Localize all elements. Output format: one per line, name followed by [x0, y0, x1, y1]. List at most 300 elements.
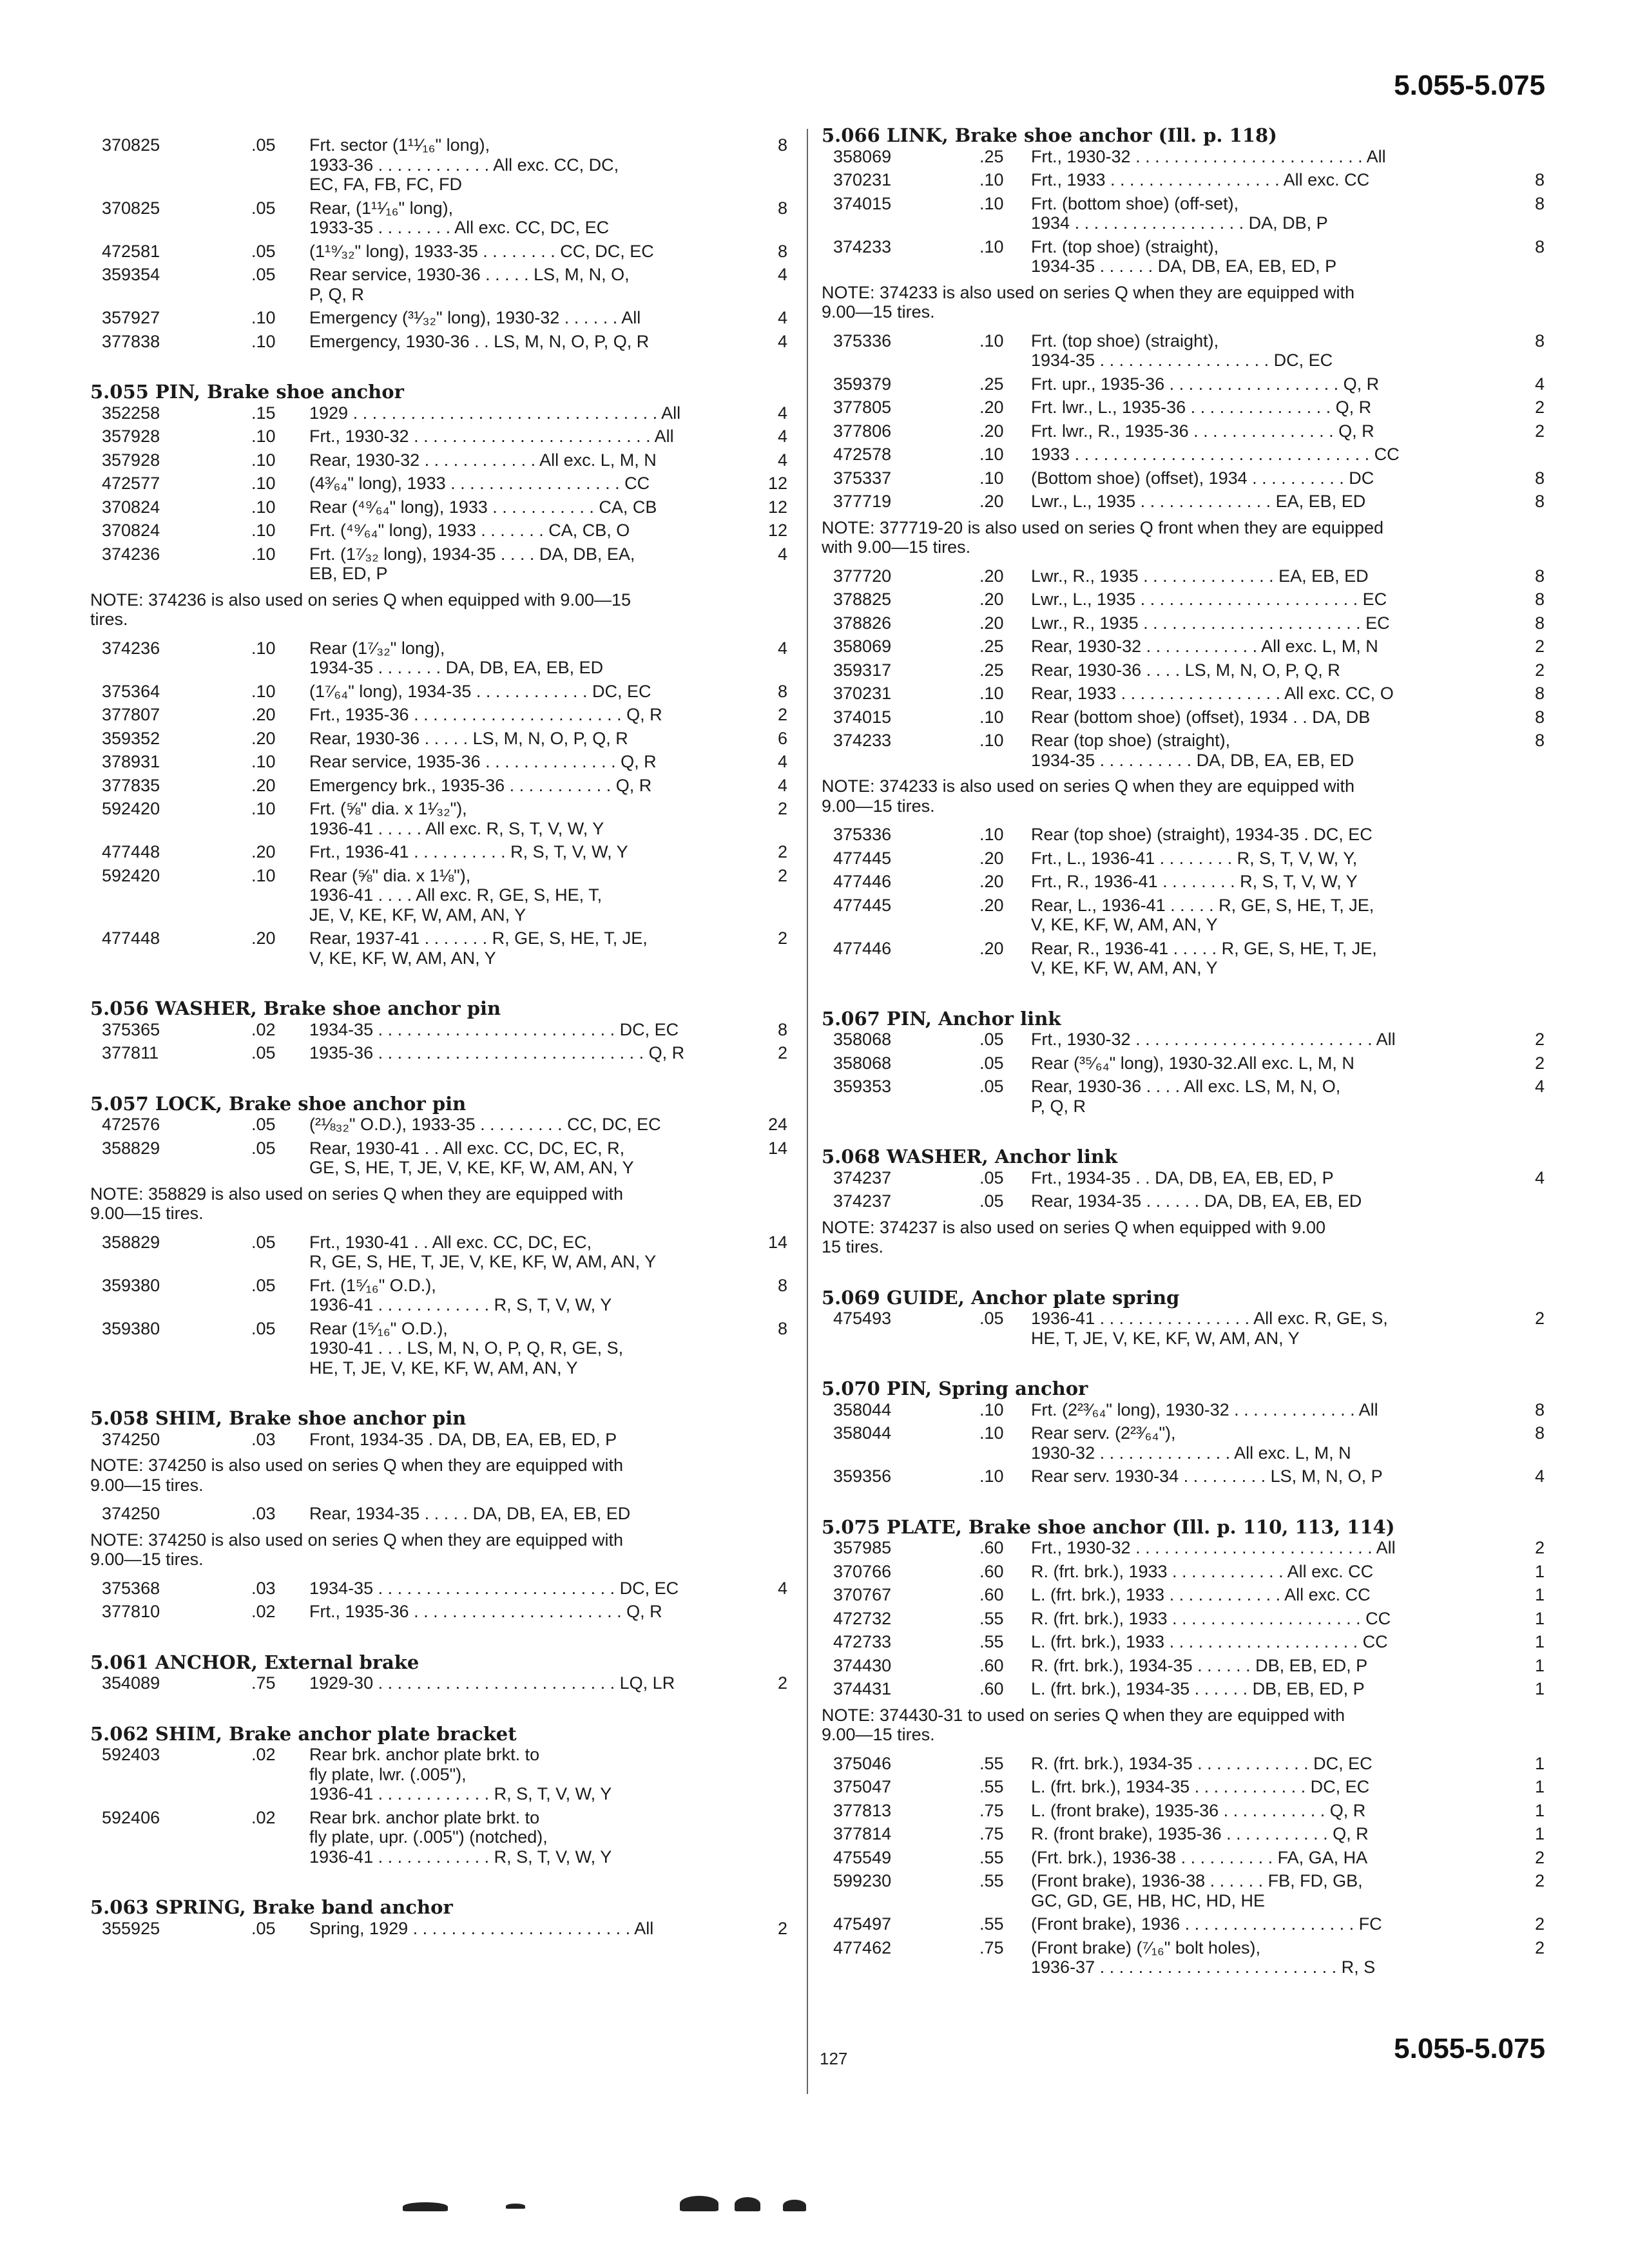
- part-price: .10: [251, 450, 276, 470]
- parts-row: [822, 421, 1550, 441]
- part-number: 377811: [102, 1043, 159, 1062]
- part-number: 358044: [833, 1423, 892, 1443]
- part-number: 358829: [102, 1138, 160, 1158]
- part-description: Rear (bottom shoe) (offset), 1934 . . DA, DB: [1031, 707, 1371, 727]
- section-title: 5.058 SHIM, Brake shoe anchor pin: [90, 1407, 467, 1429]
- parts-row: [90, 1430, 793, 1450]
- part-quantity: 4: [777, 1578, 787, 1598]
- part-quantity: 4: [777, 544, 787, 564]
- part-price: .05: [251, 1275, 276, 1295]
- part-number: 375047: [833, 1777, 892, 1796]
- parts-row: [822, 1938, 1550, 1977]
- part-price: .05: [251, 135, 276, 155]
- part-description: L. (frt. brk.), 1933 . . . . . . . . . . . . . . . . . . . . CC: [1031, 1632, 1388, 1651]
- part-number: 377719: [833, 492, 892, 511]
- catalog-note: NOTE: 374236 is also used on series Q when equipped with 9.00—15 tires.: [90, 590, 631, 629]
- catalog-section: [90, 999, 793, 1063]
- parts-row: [822, 1914, 1550, 1934]
- catalog-section: [90, 1724, 793, 1867]
- part-description: Rear service, 1930-36 . . . . . LS, M, N, O, P, Q, R: [309, 265, 630, 304]
- part-number: 477445: [833, 848, 892, 868]
- parts-row: [90, 1139, 793, 1178]
- part-quantity: 8: [1534, 468, 1545, 488]
- catalog-note: NOTE: 374250 is also used on series Q when they are equipped with 9.00—15 tires.: [90, 1530, 623, 1569]
- parts-row: [822, 566, 1550, 586]
- part-number: 475493: [833, 1309, 892, 1328]
- part-number: 358068: [833, 1030, 892, 1049]
- part-description: Rear, 1934-35 . . . . . DA, DB, EA, EB, ED: [309, 1504, 631, 1523]
- part-number: 377813: [833, 1800, 892, 1820]
- part-number: 378826: [833, 613, 892, 633]
- part-quantity: 2: [1534, 637, 1545, 656]
- catalog-note: NOTE: 374233 is also used on series Q when they are equipped with 9.00—15 tires.: [822, 776, 1354, 816]
- parts-row: [90, 450, 793, 470]
- parts-row: [822, 731, 1550, 770]
- part-quantity: 4: [777, 331, 787, 351]
- catalog-section: [90, 1653, 793, 1693]
- part-price: .20: [251, 928, 276, 948]
- part-number: 592403: [102, 1745, 160, 1764]
- part-description: Rear brk. anchor plate brkt. to fly plate, lwr. (.005"), 1936-41 . . . . . . . . . . . . R, S, T, V, W, Y: [309, 1745, 612, 1803]
- catalog-section: [822, 1288, 1550, 1349]
- part-description: Rear (³⁵⁄₆₄" long), 1930-32.All exc. L, M, N: [1031, 1053, 1354, 1073]
- section-title: 5.068 WASHER, Anchor link: [822, 1146, 1118, 1168]
- part-price: .20: [979, 421, 1004, 441]
- part-price: .10: [979, 825, 1004, 844]
- part-quantity: 2: [1534, 421, 1545, 441]
- parts-row: [822, 939, 1550, 978]
- catalog-section: [90, 135, 793, 351]
- parts-row: [822, 707, 1550, 727]
- part-description: Frt., 1930-32 . . . . . . . . . . . . . . . . . . . . . . . . . All: [309, 427, 674, 446]
- part-number: 357928: [102, 427, 160, 446]
- parts-row: [822, 1030, 1550, 1050]
- parts-row: [822, 1053, 1550, 1073]
- part-quantity: [1498, 147, 1550, 167]
- part-quantity: 4: [777, 403, 787, 423]
- parts-row: [90, 928, 793, 968]
- part-price: .05: [251, 1918, 276, 1938]
- parts-row: [90, 544, 793, 584]
- part-description: (Front brake), 1936 . . . . . . . . . . . . . . . . . . FC: [1031, 1914, 1382, 1934]
- part-description: L. (front brake), 1935-36 . . . . . . . . . . . Q, R: [1031, 1800, 1366, 1820]
- part-number: 378825: [833, 590, 892, 609]
- parts-row: [822, 1538, 1550, 1558]
- part-quantity: 8: [777, 198, 787, 218]
- part-number: 359380: [102, 1275, 160, 1295]
- part-description: Rear, 1930-36 . . . . . LS, M, N, O, P, Q, R: [309, 728, 628, 748]
- part-number: 357927: [102, 308, 160, 327]
- part-description: Frt., 1930-32 . . . . . . . . . . . . . . . . . . . . . . . . . All: [1031, 1030, 1396, 1049]
- parts-row: [822, 849, 1550, 869]
- part-quantity: [1498, 849, 1550, 869]
- section-title: 5.057 LOCK, Brake shoe anchor pin: [90, 1092, 467, 1115]
- part-number: 374015: [833, 193, 892, 213]
- part-quantity: 24: [767, 1115, 787, 1134]
- part-price: .10: [251, 544, 276, 564]
- part-quantity: 4: [1534, 374, 1545, 394]
- part-description: Lwr., R., 1935 . . . . . . . . . . . . . . . . . . . . . . . EC: [1031, 613, 1390, 633]
- part-quantity: 8: [1534, 684, 1545, 703]
- part-description: Frt., 1930-41 . . All exc. CC, DC, EC, R, GE, S, HE, T, JE, V, KE, KF, W, AM, AN, Y: [309, 1232, 657, 1271]
- part-price: .10: [979, 193, 1004, 213]
- part-price: .10: [979, 170, 1004, 189]
- part-number: 472578: [833, 445, 892, 464]
- part-quantity: 1: [1534, 1655, 1545, 1675]
- part-quantity: [1498, 939, 1550, 978]
- part-price: .60: [979, 1538, 1004, 1557]
- part-number: 377805: [833, 398, 892, 417]
- part-quantity: 8: [1534, 566, 1545, 586]
- part-quantity: [1498, 872, 1550, 892]
- part-quantity: 12: [767, 497, 787, 517]
- part-number: 358829: [102, 1232, 160, 1252]
- parts-row: [822, 1632, 1550, 1652]
- part-number: 357985: [833, 1538, 892, 1557]
- part-number: 359352: [102, 728, 160, 748]
- catalog-note: NOTE: 358829 is also used on series Q when they are equipped with 9.00—15 tires.: [90, 1184, 623, 1223]
- part-description: Rear serv. 1930-34 . . . . . . . . . LS, M, N, O, P: [1031, 1466, 1383, 1486]
- parts-row: [90, 427, 793, 447]
- part-number: 357928: [102, 450, 160, 470]
- part-number: 378931: [102, 752, 160, 771]
- part-quantity: 1: [1534, 1632, 1545, 1651]
- scan-mark: [783, 2200, 806, 2211]
- parts-row: [822, 194, 1550, 233]
- parts-row: [822, 1848, 1550, 1868]
- part-price: .03: [251, 1578, 276, 1598]
- part-description: Frt. (1⁵⁄₁₆" O.D.), 1936-41 . . . . . . . . . . . . R, S, T, V, W, Y: [309, 1275, 612, 1314]
- parts-row: [90, 1919, 793, 1939]
- part-price: .10: [251, 521, 276, 540]
- part-number: 370231: [833, 170, 892, 189]
- part-quantity: 2: [1534, 1871, 1545, 1890]
- part-description: (Bottom shoe) (offset), 1934 . . . . . . . . . . DC: [1031, 468, 1374, 488]
- parts-row: [90, 1020, 793, 1040]
- part-number: 370825: [102, 135, 160, 155]
- parts-row: [822, 147, 1550, 167]
- part-quantity: 2: [777, 1918, 787, 1938]
- part-price: .10: [251, 681, 276, 701]
- part-quantity: 14: [767, 1232, 787, 1252]
- part-quantity: [747, 1504, 793, 1524]
- part-quantity: 8: [1534, 590, 1545, 609]
- part-quantity: 2: [777, 842, 787, 861]
- part-quantity: 2: [1534, 1030, 1545, 1049]
- part-number: 472733: [833, 1632, 892, 1651]
- part-price: .75: [979, 1937, 1004, 1957]
- part-price: .10: [251, 638, 276, 658]
- part-price: .10: [979, 468, 1004, 488]
- part-number: 370766: [833, 1561, 892, 1581]
- part-quantity: 2: [1534, 1847, 1545, 1867]
- parts-row: [90, 639, 793, 678]
- parts-row: [822, 237, 1550, 276]
- part-quantity: 1: [1534, 1824, 1545, 1843]
- part-quantity: 8: [777, 241, 787, 261]
- part-number: 375337: [833, 468, 892, 488]
- part-quantity: 1: [1534, 1608, 1545, 1628]
- parts-row: [822, 896, 1550, 935]
- part-number: 375368: [102, 1578, 160, 1598]
- section-title: 5.056 WASHER, Brake shoe anchor pin: [90, 997, 501, 1019]
- part-quantity: 4: [777, 308, 787, 327]
- part-quantity: 8: [1534, 331, 1545, 351]
- part-number: 475497: [833, 1914, 892, 1934]
- catalog-note: NOTE: 377719-20 is also used on series Q front when they are equipped with 9.00—15 tires.: [822, 517, 1384, 557]
- part-description: Frt., 1935-36 . . . . . . . . . . . . . . . . . . . . . . Q, R: [309, 1602, 662, 1621]
- part-description: (1⁷⁄₆₄" long), 1934-35 . . . . . . . . . . . . DC, EC: [309, 681, 651, 701]
- part-quantity: 12: [767, 474, 787, 493]
- parts-row: [90, 242, 793, 262]
- part-number: 358044: [833, 1399, 892, 1419]
- part-price: .60: [979, 1561, 1004, 1581]
- part-description: Rear serv. (2²³⁄₆₄"), 1930-32 . . . . . . . . . . . . . . All exc. L, M, N: [1031, 1423, 1351, 1463]
- part-number: 374250: [102, 1429, 160, 1449]
- parts-row: [90, 135, 793, 195]
- catalog-note: NOTE: 374233 is also used on series Q when they are equipped with 9.00—15 tires.: [822, 282, 1354, 322]
- part-description: Emergency (³¹⁄₃₂" long), 1930-32 . . . . . . All: [309, 308, 641, 327]
- part-description: R. (frt. brk.), 1934-35 . . . . . . DB, EB, ED, P: [1031, 1655, 1368, 1675]
- catalog-section: [90, 382, 793, 968]
- parts-row: [822, 1191, 1550, 1211]
- part-quantity: 8: [1534, 731, 1545, 750]
- part-description: Rear, (1¹¹⁄₁₆" long), 1933-35 . . . . . . . . All exc. CC, DC, EC: [309, 198, 610, 237]
- part-number: 359354: [102, 265, 160, 284]
- part-quantity: 4: [1534, 1077, 1545, 1096]
- part-quantity: [1498, 445, 1550, 465]
- part-description: 1934-35 . . . . . . . . . . . . . . . . . . . . . . . . . DC, EC: [309, 1019, 679, 1039]
- part-description: L. (frt. brk.), 1934-35 . . . . . . . . . . . . DC, EC: [1031, 1777, 1370, 1796]
- part-description: 1929 . . . . . . . . . . . . . . . . . . . . . . . . . . . . . . . . All: [309, 403, 681, 423]
- parts-row: [90, 1319, 793, 1378]
- part-price: .02: [251, 1602, 276, 1621]
- part-price: .25: [979, 374, 1004, 394]
- part-price: .05: [251, 1318, 276, 1338]
- part-quantity: 2: [777, 705, 787, 724]
- part-quantity: 8: [1534, 236, 1545, 256]
- section-title: 5.067 PIN, Anchor link: [822, 1007, 1061, 1030]
- part-price: .20: [979, 492, 1004, 511]
- part-price: .05: [979, 1053, 1004, 1073]
- part-description: Front, 1934-35 . DA, DB, EA, EB, ED, P: [309, 1429, 617, 1449]
- parts-row: [90, 682, 793, 702]
- section-title: 5.055 PIN, Brake shoe anchor: [90, 381, 404, 403]
- parts-row: [822, 1585, 1550, 1605]
- part-quantity: 1: [1534, 1679, 1545, 1698]
- part-number: 358069: [833, 146, 892, 166]
- part-price: .75: [979, 1824, 1004, 1843]
- parts-row: [90, 752, 793, 772]
- scan-mark: [735, 2197, 760, 2211]
- part-quantity: 2: [1534, 1538, 1545, 1557]
- part-number: 477445: [833, 895, 892, 915]
- parts-row: [822, 1466, 1550, 1486]
- part-quantity: [747, 1808, 793, 1867]
- part-price: .75: [979, 1800, 1004, 1820]
- part-price: .20: [979, 566, 1004, 586]
- parts-row: [822, 492, 1550, 512]
- part-quantity: [1498, 896, 1550, 935]
- part-description: Rear (1⁷⁄₃₂" long), 1934-35 . . . . . . . DA, DB, EA, EB, ED: [309, 638, 604, 677]
- part-price: .03: [251, 1504, 276, 1523]
- part-number: 354089: [102, 1673, 160, 1693]
- part-description: Rear, 1934-35 . . . . . . DA, DB, EA, EB, ED: [1031, 1191, 1362, 1211]
- part-number: 475549: [833, 1847, 892, 1867]
- part-quantity: 2: [777, 799, 787, 818]
- parts-row: [90, 198, 793, 238]
- parts-row: [90, 1579, 793, 1599]
- part-quantity: 8: [777, 681, 787, 701]
- parts-row: [90, 842, 793, 862]
- part-price: .10: [251, 427, 276, 446]
- part-quantity: 8: [1534, 1399, 1545, 1419]
- part-quantity: 8: [777, 1318, 787, 1338]
- part-price: .20: [251, 728, 276, 748]
- part-description: 1929-30 . . . . . . . . . . . . . . . . . . . . . . . . . LQ, LR: [309, 1673, 675, 1693]
- part-number: 377814: [833, 1824, 892, 1843]
- parts-row: [822, 374, 1550, 394]
- part-quantity: 2: [777, 928, 787, 948]
- part-number: 375365: [102, 1019, 160, 1039]
- parts-row: [90, 1233, 793, 1272]
- part-quantity: 6: [777, 728, 787, 748]
- part-description: Rear, 1930-36 . . . . All exc. LS, M, N, O, P, Q, R: [1031, 1077, 1341, 1116]
- parts-row: [822, 660, 1550, 680]
- part-number: 477462: [833, 1937, 892, 1957]
- part-number: 374431: [833, 1679, 892, 1698]
- part-number: 472732: [833, 1608, 892, 1628]
- part-description: Frt. (top shoe) (straight), 1934-35 . . . . . . DA, DB, EA, EB, ED, P: [1031, 236, 1337, 276]
- catalog-section: [822, 1379, 1550, 1486]
- part-price: .10: [251, 865, 276, 885]
- part-quantity: 8: [777, 135, 787, 155]
- section-title: 5.061 ANCHOR, External brake: [90, 1651, 419, 1673]
- part-description: Rear, 1937-41 . . . . . . . R, GE, S, HE, T, JE, V, KE, KF, W, AM, AN, Y: [309, 928, 648, 968]
- part-description: Rear (top shoe) (straight), 1934-35 . DC, EC: [1031, 825, 1373, 844]
- part-number: 472576: [102, 1115, 160, 1134]
- parts-row: [822, 1679, 1550, 1699]
- part-description: R. (frt. brk.), 1934-35 . . . . . . . . . . . . DC, EC: [1031, 1753, 1373, 1773]
- part-number: 592420: [102, 865, 160, 885]
- part-quantity: 1: [1534, 1777, 1545, 1796]
- part-description: Frt. upr., 1935-36 . . . . . . . . . . . . . . . . . . Q, R: [1031, 374, 1380, 394]
- part-price: .55: [979, 1608, 1004, 1628]
- catalog-section: [90, 1094, 793, 1378]
- part-quantity: 8: [1534, 170, 1545, 189]
- part-number: 477448: [102, 842, 160, 861]
- part-number: 592420: [102, 799, 160, 818]
- part-quantity: 4: [1534, 1466, 1545, 1486]
- part-price: .55: [979, 1632, 1004, 1651]
- part-quantity: 1: [1534, 1800, 1545, 1820]
- part-quantity: [747, 1430, 793, 1450]
- part-price: .10: [251, 799, 276, 818]
- parts-row: [90, 1602, 793, 1622]
- part-price: .20: [979, 613, 1004, 633]
- catalog-note: NOTE: 374237 is also used on series Q when equipped with 9.00 15 tires.: [822, 1217, 1325, 1256]
- part-number: 374430: [833, 1655, 892, 1675]
- part-description: Frt. sector (1¹¹⁄₁₆" long), 1933-36 . . . . . . . . . . . . All exc. CC, DC, EC, FA, FB, FC, FD: [309, 135, 619, 194]
- page-range-footer: 5.055-5.075: [1394, 2033, 1545, 2064]
- part-price: .05: [251, 241, 276, 261]
- part-number: 375046: [833, 1753, 892, 1773]
- right-column: [822, 126, 1550, 2008]
- part-quantity: 4: [1534, 1168, 1545, 1187]
- parts-row: [90, 705, 793, 725]
- part-number: 374236: [102, 638, 160, 658]
- part-description: 1935-36 . . . . . . . . . . . . . . . . . . . . . . . . . . . . Q, R: [309, 1043, 685, 1062]
- part-description: Rear (top shoe) (straight), 1934-35 . . . . . . . . . . DA, DB, EA, EB, ED: [1031, 731, 1354, 770]
- part-number: 375336: [833, 825, 892, 844]
- part-description: Frt., 1930-32 . . . . . . . . . . . . . . . . . . . . . . . . . All: [1031, 1538, 1396, 1557]
- part-price: .20: [979, 895, 1004, 915]
- part-price: .20: [251, 842, 276, 861]
- part-quantity: 8: [777, 1275, 787, 1295]
- part-number: 374250: [102, 1504, 160, 1523]
- part-number: 377835: [102, 775, 160, 795]
- parts-row: [90, 866, 793, 925]
- parts-row: [90, 521, 793, 541]
- part-number: 592406: [102, 1807, 160, 1827]
- part-price: .25: [979, 146, 1004, 166]
- parts-row: [90, 265, 793, 304]
- part-price: .10: [979, 331, 1004, 351]
- part-number: 370824: [102, 497, 160, 517]
- catalog-section: [822, 126, 1550, 978]
- part-quantity: 8: [1534, 613, 1545, 633]
- part-price: .10: [979, 1466, 1004, 1486]
- section-title: 5.075 PLATE, Brake shoe anchor (Ill. p. 110, 113, 114): [822, 1515, 1395, 1538]
- catalog-note: NOTE: 374250 is also used on series Q when they are equipped with 9.00—15 tires.: [90, 1456, 623, 1495]
- parts-row: [90, 799, 793, 838]
- part-description: Rear, R., 1936-41 . . . . . R, GE, S, HE, T, JE, V, KE, KF, W, AM, AN, Y: [1031, 938, 1377, 977]
- parts-row: [822, 1400, 1550, 1420]
- catalog-section: [822, 1009, 1550, 1117]
- section-title: 5.062 SHIM, Brake anchor plate bracket: [90, 1722, 517, 1745]
- part-description: (Front brake), 1936-38 . . . . . . FB, FD, GB, GC, GD, GE, HB, HC, HD, HE: [1031, 1871, 1363, 1910]
- parts-row: [822, 445, 1550, 465]
- section-title: 5.070 PIN, Spring anchor: [822, 1378, 1088, 1399]
- part-price: .10: [251, 331, 276, 351]
- parts-row: [90, 403, 793, 423]
- part-price: .10: [251, 474, 276, 493]
- parts-row: [822, 590, 1550, 610]
- parts-row: [822, 1423, 1550, 1463]
- part-description: Rear, 1930-36 . . . . LS, M, N, O, P, Q, R: [1031, 660, 1340, 680]
- part-price: .05: [251, 265, 276, 284]
- part-price: .02: [251, 1807, 276, 1827]
- part-number: 377806: [833, 421, 892, 441]
- part-price: .25: [979, 637, 1004, 656]
- part-description: Rear, 1930-41 . . All exc. CC, DC, EC, R, GE, S, HE, T, JE, V, KE, KF, W, AM, AN, Y: [309, 1138, 634, 1177]
- parts-row: [822, 825, 1550, 845]
- part-number: 370767: [833, 1585, 892, 1604]
- part-price: .55: [979, 1777, 1004, 1796]
- part-price: .05: [979, 1030, 1004, 1049]
- part-number: 374237: [833, 1191, 892, 1211]
- part-price: .20: [251, 705, 276, 724]
- parts-row: [822, 637, 1550, 657]
- part-description: Rear, 1930-32 . . . . . . . . . . . . All exc. L, M, N: [309, 450, 657, 470]
- part-description: 1933 . . . . . . . . . . . . . . . . . . . . . . . . . . . . . . . CC: [1031, 445, 1400, 464]
- section-title: 5.066 LINK, Brake shoe anchor (Ill. p. 118): [822, 124, 1277, 146]
- part-number: 374237: [833, 1168, 892, 1187]
- part-number: 358068: [833, 1053, 892, 1073]
- part-quantity: 4: [777, 775, 787, 795]
- part-description: Emergency, 1930-36 . . LS, M, N, O, P, Q, R: [309, 331, 650, 351]
- part-price: .10: [979, 707, 1004, 727]
